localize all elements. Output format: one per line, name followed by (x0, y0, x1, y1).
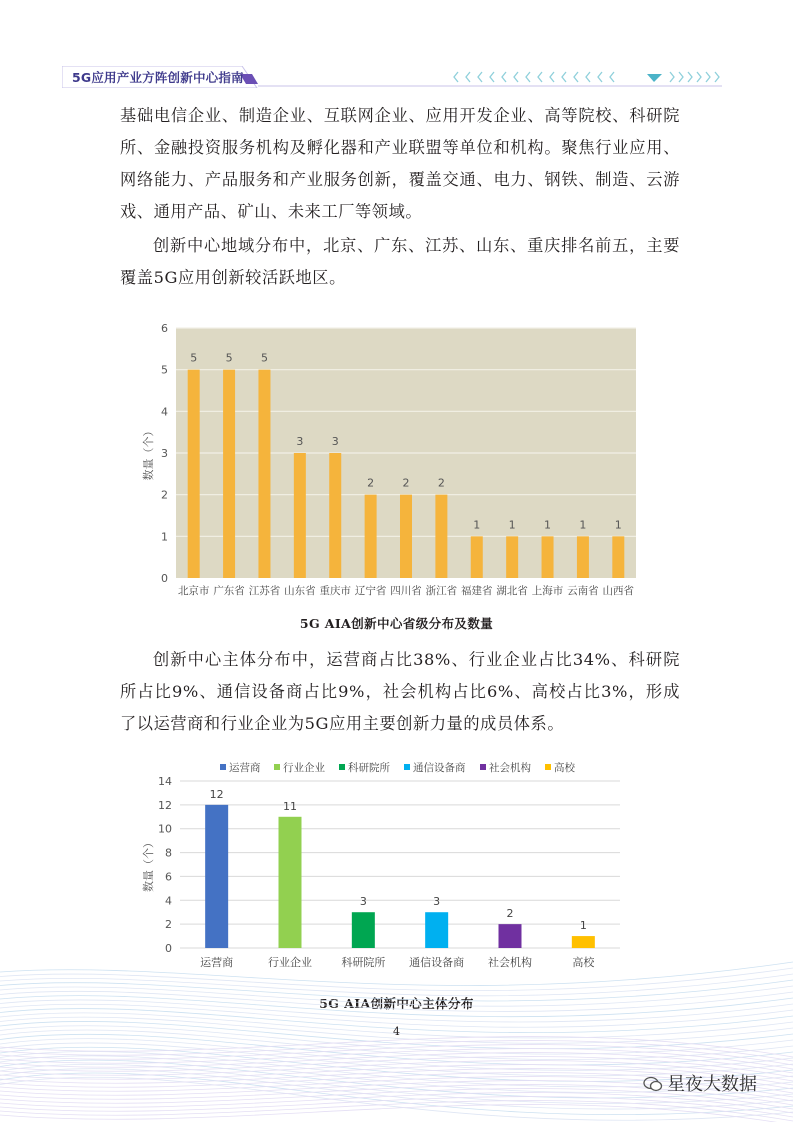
legend-swatch (220, 764, 226, 770)
x-tick-label: 运营商 (200, 956, 234, 969)
bar (365, 495, 377, 578)
data-label: 3 (331, 435, 339, 448)
data-label: 2 (506, 907, 514, 921)
header-title: 5G应用产业方阵创新中心指南 (72, 70, 244, 85)
bar (188, 370, 200, 578)
y-tick-label: 4 (161, 405, 168, 419)
data-label: 5 (260, 351, 268, 365)
legend-swatch (339, 764, 345, 770)
bar (612, 536, 624, 578)
bar (258, 370, 270, 578)
body-paragraph-3 (120, 644, 680, 740)
legend-label: 科研院所 (348, 762, 390, 774)
bar (294, 453, 306, 578)
bar (223, 370, 235, 578)
data-label: 5 (190, 351, 198, 365)
legend-label: 高校 (554, 762, 575, 774)
x-tick-label: 江苏省 (248, 585, 281, 597)
province-distribution-chart (138, 318, 658, 608)
bar (471, 536, 483, 578)
header-chevrons (454, 72, 719, 82)
data-label: 1 (544, 518, 552, 532)
x-tick-label: 重庆市 (319, 585, 351, 597)
x-tick-label: 云南省 (567, 585, 599, 597)
legend-swatch (480, 764, 486, 770)
y-tick-label: 4 (165, 894, 172, 908)
data-label: 1 (614, 518, 622, 532)
y-tick-label: 3 (161, 447, 168, 460)
bar (329, 453, 341, 578)
bar (506, 536, 518, 578)
entity-distribution-chart (140, 755, 640, 975)
data-label: 3 (296, 435, 304, 448)
x-tick-label: 湖北省 (496, 585, 528, 597)
paragraph-text: 创新中心地域分布中，北京、广东、江苏、山东、重庆排名前五，主要覆盖5G应用创新较活跃地区。 (120, 236, 680, 287)
legend-label: 运营商 (229, 762, 261, 774)
y-tick-label: 10 (158, 822, 172, 836)
data-label: 5 (225, 351, 233, 365)
legend-swatch (545, 764, 551, 770)
page-header (62, 66, 722, 88)
bar (577, 536, 589, 578)
y-axis-label: 数量（个） (142, 837, 155, 892)
paragraph-text: 基础电信企业、制造企业、互联网企业、应用开发企业、高等院校、科研院所、金融投资服务机构及孵化器和产业联盟等单位和机构。聚焦行业应用、网络能力、产品服务和产业服务创新，覆盖交通、电力、钢铁、制造、云游戏、通用产品、矿山、未来工厂等领域。 (120, 106, 680, 221)
data-label: 11 (283, 799, 297, 813)
data-label: 3 (359, 895, 367, 909)
data-label: 2 (402, 476, 410, 490)
page-number: 4 (393, 1025, 400, 1038)
legend-label: 社会机构 (489, 762, 531, 774)
bar (435, 495, 447, 578)
paragraph-text: 创新中心主体分布中，运营商占比38%、行业企业占比34%、科研院所占比9%、通信设备商占比9%，社会机构占比6%、高校占比3%，形成了以运营商和行业企业为5G应用主要创新力量的成员体系。 (120, 650, 680, 733)
bar (499, 924, 522, 948)
x-tick-label: 广东省 (213, 585, 245, 597)
y-tick-label: 2 (161, 488, 168, 502)
y-tick-label: 0 (161, 572, 168, 585)
legend-swatch (404, 764, 410, 770)
x-tick-label: 上海市 (531, 585, 564, 597)
watermark-text: 星夜大数据 (667, 1074, 757, 1095)
y-tick-label: 2 (165, 918, 172, 932)
bar (542, 536, 554, 578)
x-tick-label: 山西省 (602, 585, 635, 597)
data-label: 1 (579, 919, 587, 933)
x-tick-label: 辽宁省 (354, 585, 387, 597)
data-label: 2 (437, 476, 445, 490)
data-label: 2 (367, 476, 375, 490)
x-tick-label: 行业企业 (268, 956, 312, 969)
body-paragraph-2 (120, 230, 680, 294)
bar (279, 817, 302, 948)
x-tick-label: 社会机构 (488, 956, 532, 969)
y-tick-label: 1 (161, 530, 168, 544)
x-tick-label: 科研院所 (341, 956, 386, 969)
y-tick-label: 6 (161, 322, 168, 335)
data-label: 1 (473, 518, 481, 532)
chart1-caption: 5G AIA创新中心省级分布及数量 (299, 616, 494, 631)
bar (352, 912, 375, 948)
y-tick-label: 5 (161, 363, 168, 377)
legend-label: 行业企业 (283, 762, 325, 774)
x-tick-label: 高校 (572, 956, 595, 969)
data-label: 1 (579, 518, 587, 532)
x-tick-label: 福建省 (461, 585, 493, 597)
x-tick-label: 四川省 (390, 585, 422, 597)
wechat-icon (643, 1076, 663, 1092)
x-tick-label: 浙江省 (425, 585, 458, 597)
y-axis-label: 数量（个） (142, 425, 155, 481)
data-label: 3 (433, 895, 441, 909)
y-tick-label: 14 (158, 775, 172, 788)
x-tick-label: 山东省 (284, 585, 316, 597)
chart2-caption: 5G AIA创新中心主体分布 (319, 996, 474, 1011)
y-tick-label: 8 (165, 846, 172, 860)
bar (425, 912, 448, 948)
y-tick-label: 0 (165, 942, 172, 955)
bar (572, 936, 595, 948)
bar (400, 495, 412, 578)
x-tick-label: 北京市 (177, 585, 210, 597)
bar (205, 805, 228, 948)
data-label: 12 (209, 787, 224, 801)
x-tick-label: 通信设备商 (409, 956, 465, 969)
y-tick-label: 12 (158, 798, 172, 812)
data-label: 1 (508, 518, 516, 532)
legend-label: 通信设备商 (413, 762, 466, 774)
legend-swatch (274, 764, 280, 770)
y-tick-label: 6 (165, 870, 172, 884)
body-paragraph-1 (120, 100, 680, 228)
